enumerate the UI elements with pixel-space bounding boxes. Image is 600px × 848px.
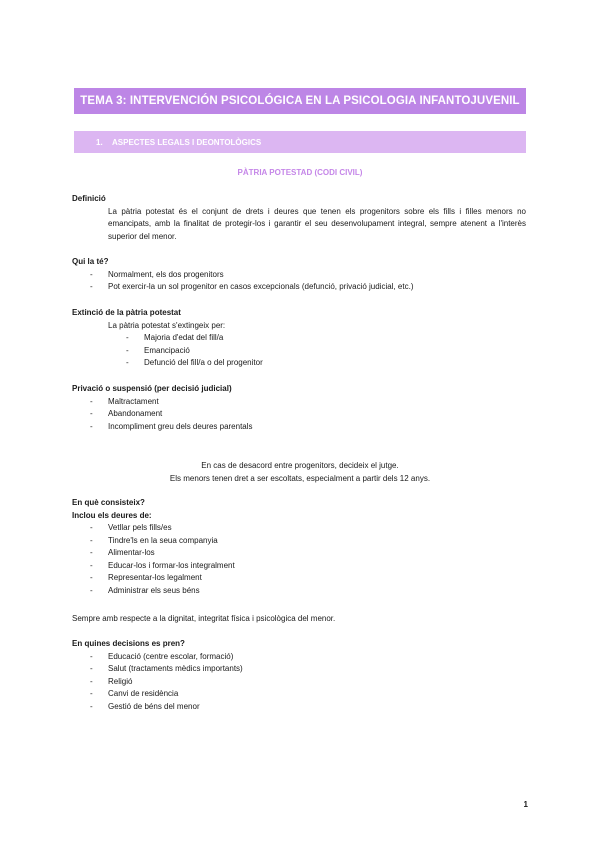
- list-item: - Defunció del fill/a o del progenitor: [72, 357, 263, 370]
- list-item: - Administrar els seus béns: [72, 585, 235, 598]
- consists-intro: Inclou els deures de:: [72, 510, 152, 520]
- list-item: - Alimentar-los: [72, 547, 235, 560]
- list-item: - Gestió de béns del menor: [72, 701, 243, 714]
- list-item: - Incompliment greu dels deures parentals: [72, 421, 253, 434]
- consists-heading: En què consisteix?: [72, 498, 145, 507]
- list-item: - Representar-los legalment: [72, 572, 235, 585]
- note-disagreement: En cas de desacord entre progenitors, decideix el jutge.: [201, 461, 399, 470]
- list-item: - Educació (centre escolar, formació): [72, 651, 243, 664]
- list-item: - Maltractament: [72, 396, 253, 409]
- decisions-block: [72, 638, 243, 713]
- topic-title: TEMA 3: INTERVENCIÓN PSICOLÓGICA EN LA PSICOLOGIA INFANTOJUVENIL: [80, 95, 520, 107]
- list-item: - Majoria d'edat del fill/a: [72, 332, 263, 345]
- list-item: - Emancipació: [72, 345, 263, 358]
- extinction-intro: La pàtria potestat s'extingeix per:: [108, 320, 226, 330]
- list-item: - Religió: [72, 676, 243, 689]
- consists-block: [72, 497, 235, 597]
- list-item: - Vetllar pels fills/es: [72, 522, 235, 535]
- consists-list: [72, 522, 235, 597]
- decisions-heading: En quines decisions es pren?: [72, 639, 185, 648]
- extinction-block: [72, 307, 263, 370]
- subtitle: PÀTRIA POTESTAD (CODI CIVIL): [237, 168, 363, 177]
- who-block: [72, 256, 413, 294]
- decisions-list: [72, 651, 243, 714]
- privation-block: [72, 383, 253, 433]
- list-item: - Educar-los i formar-los integralment: [72, 560, 235, 573]
- list-item: - Pot exercir-la un sol progenitor en casos excepcionals (defunció, privació judicial, etc.): [72, 281, 413, 294]
- definition-text: La pàtria potestat és el conjunt de drets i deures que tenen els progenitors sobre els fills i filles menors no emancipats, amb la finalitat de protegir-los i garantir el seu desenvolupament integral, sempre atenent a l'interès superior del menor.: [108, 206, 526, 241]
- definition-heading: Definició: [72, 194, 106, 203]
- note-minors-heard: Els menors tenen dret a ser escoltats, especialment a partir dels 12 anys.: [169, 474, 431, 483]
- privation-list: [72, 396, 253, 434]
- section-banner: [74, 131, 526, 153]
- topic-banner: [74, 88, 526, 114]
- section-title: ASPECTES LEGALS I DEONTOLÒGICS: [112, 137, 262, 147]
- respect-note: Sempre amb respecte a la dignitat, integritat física i psicològica del menor.: [72, 614, 336, 623]
- privation-heading: Privació o suspensió (per decisió judicial): [72, 384, 232, 393]
- page-number: 1: [523, 800, 528, 809]
- extinction-list: [72, 332, 263, 370]
- list-item: - Abandonament: [72, 408, 253, 421]
- who-heading: Qui la té?: [72, 257, 109, 266]
- section-number: 1.: [96, 137, 103, 147]
- list-item: - Canvi de residència: [72, 688, 243, 701]
- list-item: - Normalment, els dos progenitors: [72, 269, 413, 282]
- extinction-heading: Extinció de la pàtria potestat: [72, 308, 181, 317]
- list-item: - Tindre'ls en la seua companyia: [72, 535, 235, 548]
- definition-block: [72, 193, 526, 243]
- list-item: - Salut (tractaments mèdics importants): [72, 663, 243, 676]
- who-list: [72, 269, 413, 294]
